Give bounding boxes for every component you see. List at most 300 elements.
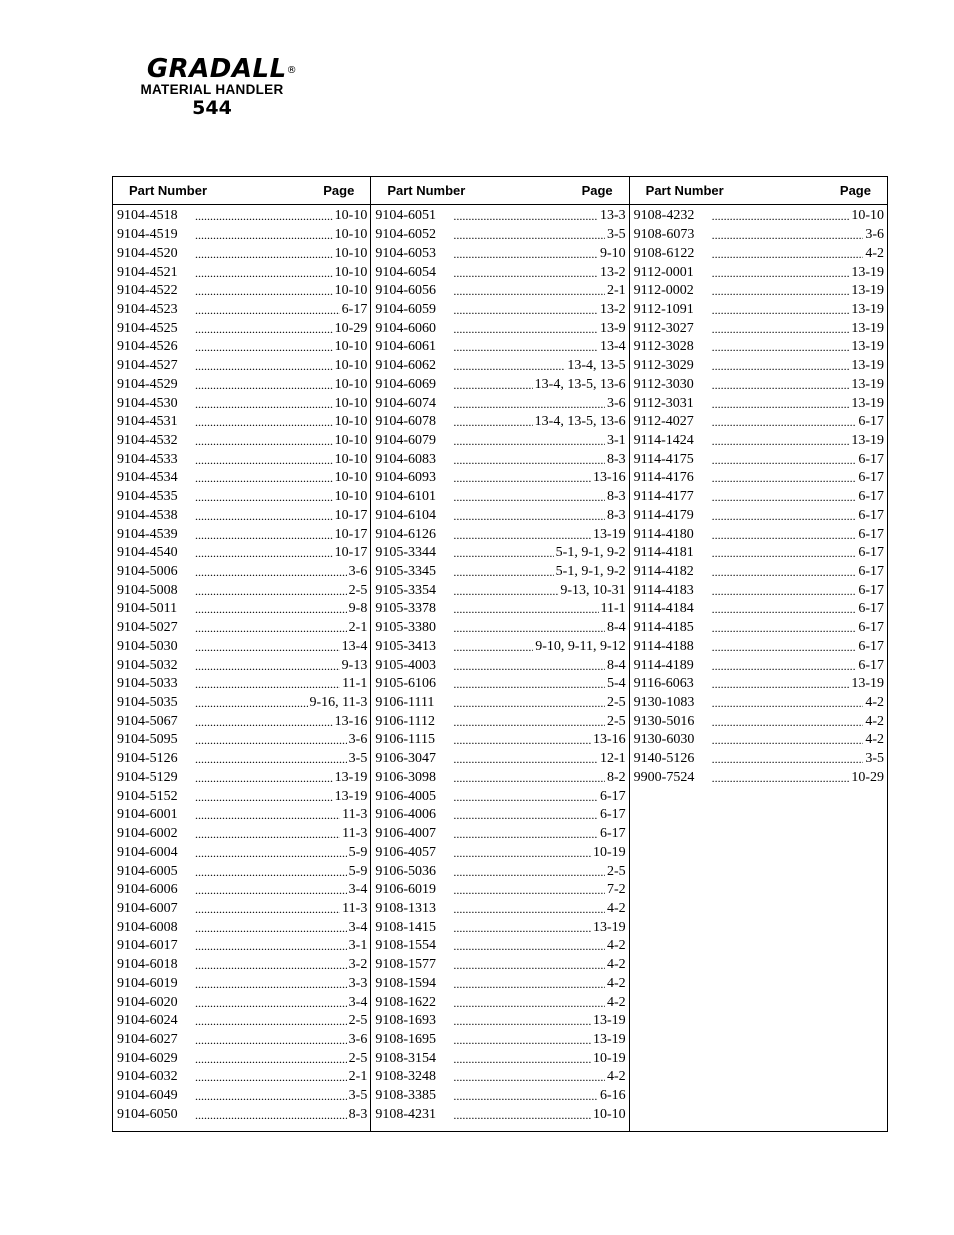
page-reference: 4-2 [865,245,884,261]
page-reference: 13-3 [599,208,626,224]
part-number: 9112-0001 [633,264,694,280]
page-reference: 10-10 [334,451,368,467]
page-reference: 5-9 [348,863,368,879]
dot-leader [195,600,347,618]
table-row [375,1049,625,1068]
dot-leader [453,563,553,581]
table-row [634,638,884,657]
page-reference: 13-2 [599,301,626,317]
part-number: 9108-1695 [375,1031,436,1047]
page-reference: 6-17 [341,301,368,317]
part-number: 9104-4534 [117,470,178,486]
table-row [634,619,884,638]
table-row [117,563,367,582]
page-reference: 4-2 [606,1069,626,1085]
part-number: 9104-6002 [117,826,178,842]
page-reference: 10-10 [334,208,368,224]
rows-container [371,205,628,1124]
page-reference: 9-8 [348,601,368,617]
part-number: 9106-1111 [375,695,435,711]
part-number: 9104-6061 [375,339,436,355]
table-row [117,1049,367,1068]
table-row [117,1031,367,1050]
table-row [117,900,367,919]
page-reference: 13-4, 13-5, 13-6 [534,376,626,392]
part-number: 9104-6005 [117,863,178,879]
product-subtitle: MATERIAL HANDLER [140,82,284,97]
table-row [634,600,884,619]
dot-leader [712,638,857,656]
dot-leader [195,956,347,974]
table-row [117,525,367,544]
gradall-logo [112,55,312,119]
table-row [117,956,367,975]
dot-leader [453,750,598,768]
page-reference: 2-5 [606,863,626,879]
part-number: 9104-6052 [375,227,436,243]
part-number: 9104-4535 [117,489,178,505]
dot-leader [195,731,347,749]
page-reference: 10-19 [592,844,626,860]
page-reference: 6-17 [858,545,884,561]
page-reference: 5-1, 9-1, 9-2 [555,564,626,580]
page-reference: 8-4 [606,620,626,636]
table-row [634,226,884,245]
part-number: 9106-3098 [375,769,436,785]
page-reference: 11-1 [342,676,368,692]
dot-leader [195,544,333,562]
table-row [117,1012,367,1031]
table-row [117,1106,367,1125]
table-row [375,1068,625,1087]
page-reference: 7-2 [606,882,626,898]
dot-leader [453,1031,591,1049]
dot-leader [453,1012,591,1030]
dot-leader [453,226,605,244]
page-reference: 11-3 [342,807,368,823]
page-reference: 10-29 [851,769,884,785]
page-reference: 4-2 [865,713,884,729]
table-row [375,488,625,507]
page-reference: 10-10 [334,414,368,430]
part-number: 9104-6078 [375,414,436,430]
table-row [634,563,884,582]
brand-name [132,55,312,83]
dot-leader [453,357,565,375]
table-row [375,918,625,937]
page-reference: 6-17 [858,601,884,617]
part-number: 9104-6051 [375,208,436,224]
page-reference: 9-16, 11-3 [309,695,368,711]
dot-leader [712,264,850,282]
page-reference: 10-10 [334,376,368,392]
part-number: 9105-3344 [375,545,436,561]
page-reference: 13-19 [851,283,884,299]
dot-leader [712,320,850,338]
page-reference: 10-19 [592,1050,626,1066]
dot-leader [195,657,340,675]
page-reference: 2-1 [348,620,368,636]
part-number: 9106-4057 [375,844,436,860]
page-reference: 8-3 [348,1106,368,1122]
part-number: 9112-1091 [633,301,694,317]
page-reference: 13-16 [592,470,626,486]
dot-leader [453,769,605,787]
part-number: 9114-1424 [633,432,694,448]
dot-leader [453,207,598,225]
part-number: 9104-5011 [117,601,178,617]
page-reference: 3-5 [606,227,626,243]
dot-leader [712,563,857,581]
page-reference: 4-2 [865,732,884,748]
table-row [634,581,884,600]
dot-leader [195,844,347,862]
part-number: 9116-6063 [633,676,694,692]
table-row [117,301,367,320]
dot-leader [453,376,532,394]
dot-leader [195,806,340,824]
part-number: 9104-6018 [117,957,178,973]
table-row [117,769,367,788]
page-reference: 8-3 [606,451,626,467]
part-number-header: Part Number [387,183,466,198]
part-number: 9104-4538 [117,507,178,523]
page-reference: 4-2 [606,900,626,916]
part-number: 9104-6062 [375,358,436,374]
table-row [117,712,367,731]
page-reference: 10-10 [592,1106,626,1122]
table-row [634,432,884,451]
table-row [634,694,884,713]
dot-leader [712,694,864,712]
dot-leader [195,207,333,225]
dot-leader [195,507,333,525]
part-number: 9112-4027 [633,414,694,430]
part-number: 9112-3030 [633,376,694,392]
dot-leader [195,750,347,768]
part-number: 9105-4003 [375,657,436,673]
part-number: 9104-4523 [117,301,178,317]
index-column-2 [371,177,629,1131]
part-number: 9106-1115 [375,732,435,748]
page-reference: 13-16 [334,713,368,729]
table-row [375,600,625,619]
dot-leader [453,731,591,749]
page-reference: 13-4, 13-5, 13-6 [534,414,626,430]
page-reference: 6-16 [599,1088,626,1104]
part-number: 9104-6060 [375,320,436,336]
dot-leader [195,1087,347,1105]
page-reference: 13-16 [592,732,626,748]
page-reference: 13-9 [599,320,626,336]
dot-leader [195,975,347,993]
page-reference: 13-19 [334,788,368,804]
table-row [375,825,625,844]
table-row [375,712,625,731]
dot-leader [453,1050,591,1068]
part-number: 9104-6020 [117,994,178,1010]
part-number: 9114-4180 [633,526,694,542]
part-number: 9104-6032 [117,1069,178,1085]
dot-leader [453,937,605,955]
dot-leader [195,713,333,731]
dot-leader [712,432,850,450]
page-reference: 13-19 [851,320,884,336]
dot-leader [453,694,605,712]
table-row [634,769,884,788]
part-number: 9108-1313 [375,900,436,916]
table-row [117,731,367,750]
page-reference: 13-19 [851,358,884,374]
part-number: 9104-4532 [117,432,178,448]
table-row [117,469,367,488]
dot-leader [453,526,591,544]
part-number: 9104-6027 [117,1031,178,1047]
dot-leader [453,582,558,600]
dot-leader [195,1012,347,1030]
index-column-3 [630,177,887,1131]
table-row [117,843,367,862]
dot-leader [712,526,857,544]
part-number: 9104-4526 [117,339,178,355]
table-row [634,394,884,413]
dot-leader [712,769,850,787]
dot-leader [195,788,333,806]
table-row [117,581,367,600]
table-row [375,263,625,282]
part-number: 9114-4183 [633,582,694,598]
part-number: 9104-5027 [117,620,178,636]
page-reference: 11-3 [342,900,368,916]
page-reference: 3-6 [348,1031,368,1047]
part-number: 9106-6019 [375,882,436,898]
page-reference: 5-9 [348,844,368,860]
dot-leader [453,413,532,431]
dot-leader [195,1031,347,1049]
table-row [375,1031,625,1050]
page-reference: 3-5 [865,751,884,767]
part-number: 9104-6101 [375,489,436,505]
page-reference: 13-19 [851,301,884,317]
dot-leader [195,376,333,394]
table-row [117,806,367,825]
table-row [117,787,367,806]
part-number-index-table [112,176,888,1132]
page-reference: 2-5 [348,1050,368,1066]
dot-leader [195,264,333,282]
page-reference: 10-10 [334,395,368,411]
table-row [375,1106,625,1125]
dot-leader [195,582,347,600]
part-number: 9108-3385 [375,1088,436,1104]
page-reference: 6-17 [858,451,884,467]
dot-leader [453,507,605,525]
part-number: 9114-4179 [633,507,694,523]
table-row [117,675,367,694]
dot-leader [712,713,864,731]
table-row [117,638,367,657]
table-row [634,525,884,544]
dot-leader [195,451,333,469]
page-reference: 13-19 [851,432,884,448]
page-reference: 4-2 [865,695,884,711]
dot-leader [195,357,333,375]
part-number: 9105-3354 [375,582,436,598]
page-reference: 13-19 [334,769,368,785]
part-number: 9104-5129 [117,769,178,785]
page-reference: 4-2 [606,994,626,1010]
dot-leader [195,1106,347,1124]
brand-text: GRADALL [146,54,287,84]
page-reference: 6-17 [599,788,626,804]
dot-leader [195,395,333,413]
dot-leader [453,975,605,993]
page-reference: 10-10 [851,208,884,224]
dot-leader [453,619,605,637]
table-row [375,806,625,825]
page-reference: 10-10 [334,489,368,505]
dot-leader [195,675,340,693]
dot-leader [453,825,598,843]
table-row [117,1087,367,1106]
table-row [375,450,625,469]
part-number: 9104-5033 [117,676,178,692]
part-number: 9104-5032 [117,657,178,673]
dot-leader [453,881,605,899]
dot-leader [712,488,857,506]
table-row [117,357,367,376]
part-number: 9105-3380 [375,620,436,636]
page-reference: 6-17 [858,620,884,636]
table-row [375,544,625,563]
dot-leader [453,282,605,300]
part-number: 9114-4181 [633,545,694,561]
table-row [375,413,625,432]
registered-mark: ® [286,65,298,76]
part-number: 9104-6001 [117,807,178,823]
dot-leader [453,245,598,263]
dot-leader [453,451,605,469]
page-reference: 10-10 [334,432,368,448]
dot-leader [195,694,308,712]
dot-leader [453,320,598,338]
part-number: 9104-6004 [117,844,178,860]
dot-leader [712,675,850,693]
part-number: 9104-6056 [375,283,436,299]
dot-leader [712,301,850,319]
part-number: 9104-6024 [117,1013,178,1029]
table-row [634,207,884,226]
dot-leader [712,619,857,637]
table-row [375,301,625,320]
part-number: 9104-6059 [375,301,436,317]
dot-leader [712,245,864,263]
page-reference: 6-17 [599,807,626,823]
page-reference: 2-5 [348,582,368,598]
table-row [634,375,884,394]
part-number: 9114-4189 [633,657,694,673]
part-number: 9112-3027 [633,320,694,336]
table-row [634,338,884,357]
part-number: 9108-1693 [375,1013,436,1029]
page-reference: 4-2 [606,975,626,991]
dot-leader [712,544,857,562]
dot-leader [195,919,347,937]
part-number: 9104-6006 [117,882,178,898]
dot-leader [712,600,857,618]
part-number: 9130-1083 [633,695,695,711]
page-reference: 6-17 [858,638,884,654]
page-reference: 10-10 [334,339,368,355]
dot-leader [712,731,864,749]
dot-leader [453,301,598,319]
dot-leader [195,245,333,263]
page-reference: 9-10 [599,245,626,261]
dot-leader [195,638,340,656]
part-number: 9104-5006 [117,564,178,580]
table-row [634,469,884,488]
page-reference: 10-10 [334,470,368,486]
page-reference: 10-17 [334,507,368,523]
part-number: 9108-1415 [375,919,436,935]
table-row [117,207,367,226]
table-row [634,319,884,338]
table-row [117,619,367,638]
rows-container [630,205,887,787]
page-reference: 13-19 [851,339,884,355]
table-row [117,338,367,357]
table-row [634,712,884,731]
part-number: 9108-3154 [375,1050,436,1066]
table-row [634,282,884,301]
page-reference: 3-1 [348,938,368,954]
part-number-header: Part Number [645,183,724,198]
page-reference: 2-5 [606,695,626,711]
page-reference: 3-6 [348,564,368,580]
part-number: 9105-3378 [375,601,436,617]
table-row [117,825,367,844]
part-number: 9104-4518 [117,208,178,224]
part-number: 9106-4005 [375,788,436,804]
table-row [117,750,367,769]
dot-leader [453,338,598,356]
part-number: 9104-6074 [375,395,436,411]
table-row [117,319,367,338]
table-row [375,581,625,600]
page-reference: 13-19 [592,1031,626,1047]
dot-leader [453,900,605,918]
part-number: 9108-1577 [375,957,436,973]
part-number: 9106-4006 [375,807,436,823]
table-row [117,918,367,937]
page-reference: 3-5 [348,751,368,767]
part-number: 9104-4530 [117,395,178,411]
part-number: 9130-6030 [633,732,695,748]
page-reference: 10-29 [334,320,368,336]
part-number: 9104-6019 [117,975,178,991]
dot-leader [712,413,857,431]
page-reference: 13-2 [599,264,626,280]
part-number: 9104-6053 [375,245,436,261]
dot-leader [712,207,850,225]
table-row [634,244,884,263]
part-number: 9104-5126 [117,751,178,767]
model-number: 544 [192,97,232,119]
part-number: 9106-4007 [375,826,436,842]
part-number: 9104-4521 [117,264,178,280]
table-row [375,993,625,1012]
table-row [117,507,367,526]
